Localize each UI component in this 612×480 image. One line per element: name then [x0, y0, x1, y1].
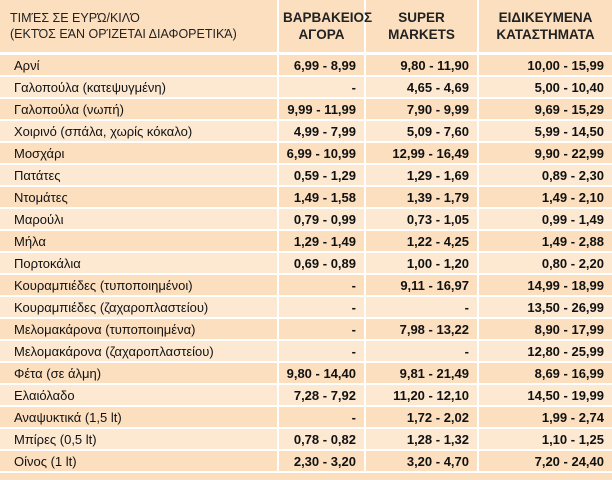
supermarket-price-cell: 12,99 - 16,49 — [365, 142, 478, 164]
supermarket-price-cell: 1,39 - 1,79 — [365, 186, 478, 208]
specialized-store-price-cell: 5,99 - 14,50 — [478, 120, 612, 142]
supermarket-price-cell: 0,73 - 1,05 — [365, 208, 478, 230]
supermarket-price-cell: 4,65 - 4,69 — [365, 76, 478, 98]
varvakeios-price-cell: - — [278, 340, 365, 362]
product-name-cell: Πορτοκάλια — [0, 252, 278, 274]
product-name-cell: Γαλοπούλα (κατεψυγμένη) — [0, 76, 278, 98]
specialized-store-price-cell: 0,89 - 2,30 — [478, 164, 612, 186]
specialized-store-price-cell: 9,90 - 22,99 — [478, 142, 612, 164]
supermarket-price-cell: - — [365, 340, 478, 362]
table-row — [0, 428, 612, 450]
header-varvakeios-agora — [278, 0, 373, 54]
varvakeios-price-cell: 6,99 - 10,99 — [278, 142, 365, 164]
header-agora-line1: ΒΑΡΒΑΚΕΙΟΣ — [283, 10, 373, 25]
product-name-cell: Κουραμπιέδες (ζαχαροπλαστείου) — [0, 296, 278, 318]
product-name-cell: Ελαιόλαδο — [0, 384, 278, 406]
table-row — [0, 120, 612, 142]
table-row — [0, 406, 612, 428]
header-units-note — [0, 0, 278, 54]
header-agora-line2: ΑΓΟΡΑ — [298, 27, 345, 42]
table-row — [0, 274, 612, 296]
table-row — [0, 362, 612, 384]
varvakeios-price-cell: - — [278, 296, 365, 318]
specialized-store-price-cell: 14,50 - 19,99 — [478, 384, 612, 406]
header-super-line1: SUPER — [398, 10, 445, 25]
product-name-cell: Γαλοπούλα (νωπή) — [0, 98, 278, 120]
product-name-cell: Μελομακάρονα (ζαχαροπλαστείου) — [0, 340, 278, 362]
varvakeios-price-cell: 1,49 - 1,58 — [278, 186, 365, 208]
varvakeios-price-cell: 0,78 - 0,82 — [278, 428, 365, 450]
specialized-store-price-cell: 5,00 - 10,40 — [478, 76, 612, 98]
product-name-cell: Αναψυκτικά (1,5 lt) — [0, 406, 278, 428]
varvakeios-price-cell: 1,29 - 1,49 — [278, 230, 365, 252]
table-row — [0, 76, 612, 98]
table-row — [0, 98, 612, 120]
table-row — [0, 164, 612, 186]
product-name-cell: Μπίρες (0,5 lt) — [0, 428, 278, 450]
specialized-store-price-cell: 1,49 - 2,88 — [478, 230, 612, 252]
header-super-markets — [365, 0, 478, 54]
header-spec-line2: ΚΑΤΑΣΤΗΜΑΤΑ — [496, 27, 595, 42]
table-row — [0, 252, 612, 274]
product-name-cell: Μαρούλι — [0, 208, 278, 230]
header-spec-line1: ΕΙΔΙΚΕΥΜΕΝΑ — [498, 10, 593, 25]
specialized-store-price-cell: 0,80 - 2,20 — [478, 252, 612, 274]
table-body — [0, 54, 612, 473]
table-row — [0, 340, 612, 362]
product-name-cell: Κουραμπιέδες (τυποποιημένοι) — [0, 274, 278, 296]
varvakeios-price-cell: - — [278, 76, 365, 98]
specialized-store-price-cell: 12,80 - 25,99 — [478, 340, 612, 362]
table-row — [0, 186, 612, 208]
specialized-store-price-cell: 1,10 - 1,25 — [478, 428, 612, 450]
varvakeios-price-cell: 2,30 - 3,20 — [278, 450, 365, 472]
supermarket-price-cell: 3,20 - 4,70 — [365, 450, 478, 472]
varvakeios-price-cell: 6,99 - 8,99 — [278, 54, 365, 77]
supermarket-price-cell: 9,81 - 21,49 — [365, 362, 478, 384]
varvakeios-price-cell: 9,80 - 14,40 — [278, 362, 365, 384]
supermarket-price-cell: 1,00 - 1,20 — [365, 252, 478, 274]
product-name-cell: Ντομάτες — [0, 186, 278, 208]
table-row — [0, 142, 612, 164]
specialized-store-price-cell: 1,49 - 2,10 — [478, 186, 612, 208]
varvakeios-price-cell: 0,59 - 1,29 — [278, 164, 365, 186]
specialized-store-price-cell: 9,69 - 15,29 — [478, 98, 612, 120]
table-row — [0, 450, 612, 472]
table-row — [0, 230, 612, 252]
header-units-line1: ΤΙΜΈΣ ΣΕ ΕΥΡΏ/ΚΙΛΌ — [10, 11, 140, 25]
specialized-store-price-cell: 13,50 - 26,99 — [478, 296, 612, 318]
product-name-cell: Οίνος (1 lt) — [0, 450, 278, 472]
product-name-cell: Πατάτες — [0, 164, 278, 186]
supermarket-price-cell: 5,09 - 7,60 — [365, 120, 478, 142]
table-header-row — [0, 0, 612, 54]
specialized-store-price-cell: 8,90 - 17,99 — [478, 318, 612, 340]
supermarket-price-cell: - — [365, 296, 478, 318]
table-row — [0, 318, 612, 340]
supermarket-price-cell: 1,29 - 1,69 — [365, 164, 478, 186]
specialized-store-price-cell: 0,99 - 1,49 — [478, 208, 612, 230]
supermarket-price-cell: 1,72 - 2,02 — [365, 406, 478, 428]
table-row — [0, 54, 612, 77]
specialized-store-price-cell: 1,99 - 2,74 — [478, 406, 612, 428]
supermarket-price-cell: 7,98 - 13,22 — [365, 318, 478, 340]
specialized-store-price-cell: 8,69 - 16,99 — [478, 362, 612, 384]
header-units-line2: (ΕΚΤΌΣ ΕΆΝ ΟΡΊΖΕΤΑΙ ΔΙΑΦΟΡΕΤΙΚΆ) — [10, 27, 237, 41]
specialized-store-price-cell: 7,20 - 24,40 — [478, 450, 612, 472]
table-row — [0, 384, 612, 406]
product-name-cell: Αρνί — [0, 54, 278, 77]
supermarket-price-cell: 9,11 - 16,97 — [365, 274, 478, 296]
supermarket-price-cell: 7,90 - 9,99 — [365, 98, 478, 120]
product-name-cell: Φέτα (σε άλμη) — [0, 362, 278, 384]
supermarket-price-cell: 1,22 - 4,25 — [365, 230, 478, 252]
product-name-cell: Μοσχάρι — [0, 142, 278, 164]
varvakeios-price-cell: - — [278, 406, 365, 428]
varvakeios-price-cell: 0,79 - 0,99 — [278, 208, 365, 230]
varvakeios-price-cell: 9,99 - 11,99 — [278, 98, 365, 120]
varvakeios-price-cell: - — [278, 318, 365, 340]
product-name-cell: Μήλα — [0, 230, 278, 252]
table-row — [0, 296, 612, 318]
supermarket-price-cell: 11,20 - 12,10 — [365, 384, 478, 406]
table-row — [0, 208, 612, 230]
specialized-store-price-cell: 14,99 - 18,99 — [478, 274, 612, 296]
header-super-line2: MARKETS — [388, 27, 455, 42]
header-specialized-stores — [478, 0, 612, 54]
varvakeios-price-cell: 4,99 - 7,99 — [278, 120, 365, 142]
product-name-cell: Μελομακάρονα (τυποποιημένα) — [0, 318, 278, 340]
varvakeios-price-cell: 7,28 - 7,92 — [278, 384, 365, 406]
varvakeios-price-cell: 0,69 - 0,89 — [278, 252, 365, 274]
supermarket-price-cell: 9,80 - 11,90 — [365, 54, 478, 77]
product-name-cell: Χοιρινό (σπάλα, χωρίς κόκαλο) — [0, 120, 278, 142]
varvakeios-price-cell: - — [278, 274, 365, 296]
supermarket-price-cell: 1,28 - 1,32 — [365, 428, 478, 450]
specialized-store-price-cell: 10,00 - 15,99 — [478, 54, 612, 77]
